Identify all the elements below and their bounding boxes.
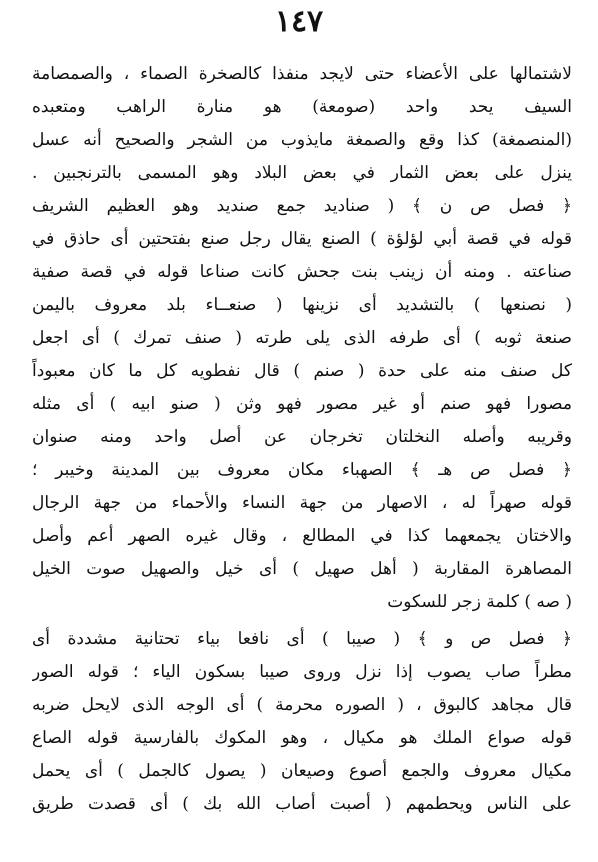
text-line: صنعة ثوبه ) أى طرفه الذى يلى طرته ( صنف تمرك ) أى اجعل (32, 328, 572, 348)
text-line: قال مجاهد كالبوق ، ( الصوره محرمة ) أى الوجه الذى لايحل ضربه (32, 695, 572, 715)
text-line: لاشتمالها على الأعضاء حتى لايجد منفذا كالصخرة الصماء ، والصمصامة (32, 64, 572, 84)
section-heading-line: ﴿ فصل ص ن ﴾ ( صناديد جمع صنديد وهو العظيم الشريف (32, 196, 572, 216)
text-line: مصورا فهو صنم أو غير مصور فهو وثن ( صنو ابيه ) أى مثله (32, 394, 572, 414)
text-line: المصاهرة المقاربة ( أهل صهيل ) أى خيل والصهيل صوت الخيل (32, 559, 572, 579)
text-line: مكيال معروف والجمع أصوع وصيعان ( يصول كالجمل ) أى يحمل (32, 761, 572, 781)
section-heading-line: ﴿ فصل ص و ﴾ ( صيبا ) أى نافعا بياء تحتانية مشددة أى (32, 629, 572, 649)
text-line: مطراً صاب يصوب إذا نزل وروى صيبا بسكون الياء ؛ قوله الصور (32, 662, 572, 682)
text-line: ينزل على بعض الثمار في بعض البلاد وهو المسمى بالترنجبين . (32, 163, 572, 183)
text-line: السيف يحد واحد (صومعة) هو منارة الراهب ومتعبده (32, 97, 572, 117)
text-line: صناعته . ومنه أن زينب بنت جحش كانت صناعا قوله في قصة صفية (32, 262, 572, 282)
text-line: على الناس ويحطمهم ( أصبت أصاب الله بك ) أى قصدت طريق (32, 794, 572, 814)
text-line: وقريبه وأصله النخلتان تخرجان عن أصل واحد ومنه صنوان (32, 427, 572, 447)
text-line: قوله في قصة أبي لؤلؤة ) الصنع يقال رجل صنع بفتحتين أى حاذق في (32, 229, 572, 249)
text-line: قوله صواع الملك هو مكيال ، وهو المكوك بالفارسية قوله الصاع (32, 728, 572, 748)
page-body-text (32, 58, 572, 821)
text-line: ( صه ) كلمة زجر للسكوت (387, 592, 572, 612)
text-line: كل صنف منه على حدة ( صنم ) قال نفطويه كل ما كان معبوداً (32, 361, 572, 381)
section-heading-line: ﴿ فصل ص هـ ﴾ الصهباء مكان معروف بين المدينة وخيبر ؛ (32, 460, 572, 480)
text-line: (المنصمغة) كذا وقع والصمغة مايذوب من الشجر والصحيح أنه عسل (32, 130, 572, 150)
text-line: والاختان يجمعهما كذا في المطالع ، وقال غيره الصهر أعم وأصل (32, 526, 572, 546)
text-line: قوله صهراً له ، الاصهار من جهة النساء والأحماء من جهة الرجال (32, 493, 572, 513)
text-line: ( نصنعها ) بالتشديد أى نزينها ( صنعــاء بلد معروف باليمن (32, 295, 572, 315)
page-number: ١٤٧ (274, 4, 324, 39)
